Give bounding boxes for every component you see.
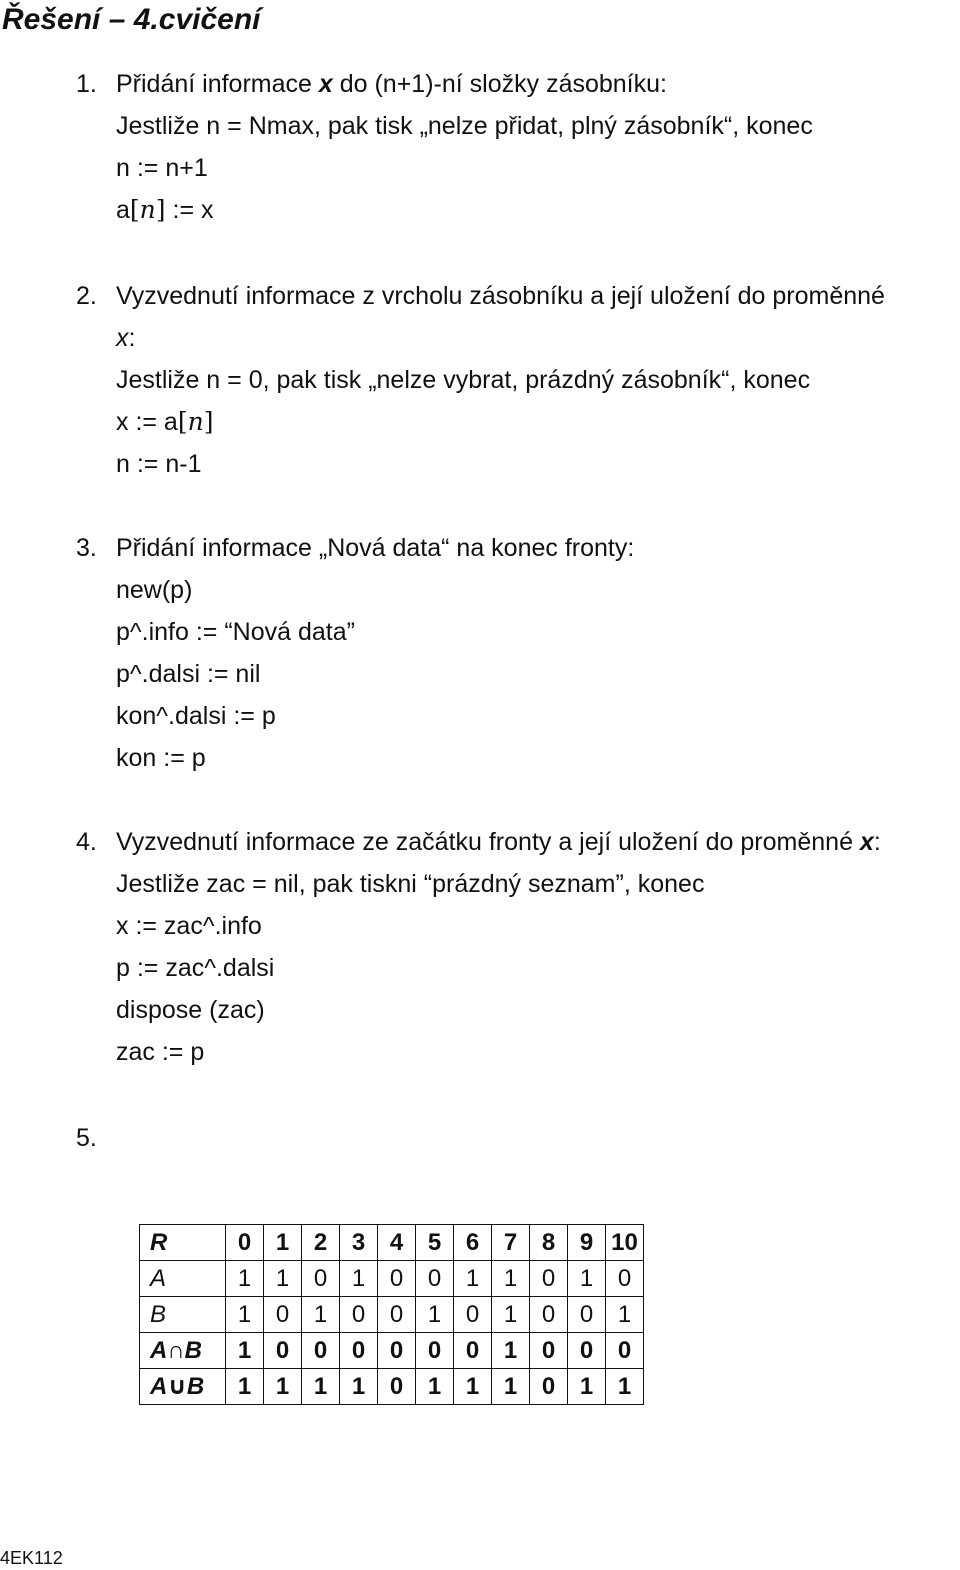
table-cell: 1 bbox=[492, 1261, 530, 1297]
page-title: Řešení – 4.cvičení bbox=[2, 3, 261, 36]
s4-line-6: zac := p bbox=[116, 1038, 205, 1066]
s2-heading-cont: x: bbox=[116, 324, 136, 352]
s3-heading: Přidání informace „Nová data“ na konec fronty: bbox=[116, 534, 635, 562]
table-cell: 0 bbox=[378, 1333, 416, 1369]
table-cell: 1 bbox=[492, 1369, 530, 1405]
table-cell: 1 bbox=[226, 1369, 264, 1405]
table-cell: 0 bbox=[226, 1225, 264, 1261]
table-cell: 0 bbox=[416, 1261, 454, 1297]
item-number-3: 3. bbox=[76, 534, 97, 562]
table-cell: 0 bbox=[530, 1261, 568, 1297]
table-row bbox=[140, 1225, 644, 1261]
row-label-union: A∪B bbox=[140, 1369, 226, 1405]
table-cell: 1 bbox=[416, 1297, 454, 1333]
table-cell: 1 bbox=[568, 1369, 606, 1405]
table-cell: 1 bbox=[416, 1369, 454, 1405]
item-number-1: 1. bbox=[76, 70, 97, 98]
s1-line-3: n := n+1 bbox=[116, 154, 208, 182]
s1-line-4: a[n] := x bbox=[116, 195, 214, 224]
course-code-footer: 4EK112 bbox=[0, 1548, 63, 1568]
s3-line-4: p^.dalsi := nil bbox=[116, 660, 261, 688]
table-cell: 0 bbox=[530, 1297, 568, 1333]
table-cell: 8 bbox=[530, 1225, 568, 1261]
s4-heading: Vyzvednutí informace ze začátku fronty a její uložení do proměnné x: bbox=[116, 828, 881, 856]
table-cell: 1 bbox=[568, 1261, 606, 1297]
table-cell: 0 bbox=[340, 1297, 378, 1333]
table-row bbox=[140, 1261, 644, 1297]
table-cell: 0 bbox=[568, 1333, 606, 1369]
table-cell: 1 bbox=[226, 1261, 264, 1297]
table-row bbox=[140, 1369, 644, 1405]
set-table bbox=[139, 1224, 644, 1405]
s4-line-3: x := zac^.info bbox=[116, 912, 262, 940]
row-label-r: R bbox=[140, 1225, 226, 1261]
table-cell: 1 bbox=[492, 1297, 530, 1333]
s4-line-4: p := zac^.dalsi bbox=[116, 954, 275, 982]
table-row bbox=[140, 1333, 644, 1369]
table-cell: 9 bbox=[568, 1225, 606, 1261]
table-cell: 6 bbox=[454, 1225, 492, 1261]
item-number-2: 2. bbox=[76, 282, 97, 310]
table-cell: 1 bbox=[264, 1225, 302, 1261]
table-cell: 0 bbox=[606, 1261, 644, 1297]
table-cell: 0 bbox=[454, 1333, 492, 1369]
table-cell: 4 bbox=[378, 1225, 416, 1261]
s2-line-3: x := a[n] bbox=[116, 407, 214, 436]
table-cell: 0 bbox=[378, 1297, 416, 1333]
table-row bbox=[140, 1297, 644, 1333]
table-cell: 1 bbox=[340, 1261, 378, 1297]
table-cell: 0 bbox=[416, 1333, 454, 1369]
s1-heading: Přidání informace x do (n+1)-ní složky zásobníku: bbox=[116, 70, 667, 98]
table-cell: 5 bbox=[416, 1225, 454, 1261]
s2-line-4: n := n-1 bbox=[116, 450, 202, 478]
table-cell: 1 bbox=[264, 1261, 302, 1297]
table-cell: 1 bbox=[226, 1297, 264, 1333]
s1-line-2: Jestliže n = Nmax, pak tisk „nelze přidat, plný zásobník“, konec bbox=[116, 112, 813, 140]
var-x: x bbox=[859, 828, 874, 856]
table-cell: 0 bbox=[264, 1297, 302, 1333]
table-cell: 1 bbox=[340, 1369, 378, 1405]
table-cell: 0 bbox=[340, 1333, 378, 1369]
item-number-5: 5. bbox=[76, 1124, 97, 1152]
s3-line-3: p^.info := “Nová data” bbox=[116, 618, 355, 646]
table-cell: 0 bbox=[530, 1369, 568, 1405]
table-cell: 1 bbox=[454, 1261, 492, 1297]
row-label-intersection: A∩B bbox=[140, 1333, 226, 1369]
s3-line-6: kon := p bbox=[116, 744, 206, 772]
table-cell: 10 bbox=[606, 1225, 644, 1261]
table-cell: 1 bbox=[226, 1333, 264, 1369]
table-cell: 0 bbox=[568, 1297, 606, 1333]
s2-line-2: Jestliže n = 0, pak tisk „nelze vybrat, prázdný zásobník“, konec bbox=[116, 366, 811, 394]
table-cell: 1 bbox=[492, 1333, 530, 1369]
table-cell: 0 bbox=[264, 1333, 302, 1369]
s3-line-2: new(p) bbox=[116, 576, 193, 604]
table-cell: 1 bbox=[606, 1369, 644, 1405]
table-cell: 1 bbox=[264, 1369, 302, 1405]
table-cell: 0 bbox=[378, 1369, 416, 1405]
table-cell: 2 bbox=[302, 1225, 340, 1261]
item-number-4: 4. bbox=[76, 828, 97, 856]
s4-line-2: Jestliže zac = nil, pak tiskni “prázdný seznam”, konec bbox=[116, 870, 705, 898]
s2-heading: Vyzvednutí informace z vrcholu zásobníku a její uložení do proměnné bbox=[116, 282, 885, 310]
table-cell: 0 bbox=[302, 1333, 340, 1369]
table-cell: 3 bbox=[340, 1225, 378, 1261]
table-cell: 1 bbox=[302, 1369, 340, 1405]
table-cell: 0 bbox=[530, 1333, 568, 1369]
table-cell: 1 bbox=[454, 1369, 492, 1405]
table-cell: 7 bbox=[492, 1225, 530, 1261]
row-label-b: B bbox=[140, 1297, 226, 1333]
s3-line-5: kon^.dalsi := p bbox=[116, 702, 276, 730]
table-cell: 0 bbox=[378, 1261, 416, 1297]
var-x: x bbox=[318, 70, 333, 98]
row-label-a: A bbox=[140, 1261, 226, 1297]
table-cell: 1 bbox=[302, 1297, 340, 1333]
table-cell: 0 bbox=[302, 1261, 340, 1297]
table-cell: 1 bbox=[606, 1297, 644, 1333]
s4-line-5: dispose (zac) bbox=[116, 996, 265, 1024]
table-cell: 0 bbox=[454, 1297, 492, 1333]
table-cell: 0 bbox=[606, 1333, 644, 1369]
